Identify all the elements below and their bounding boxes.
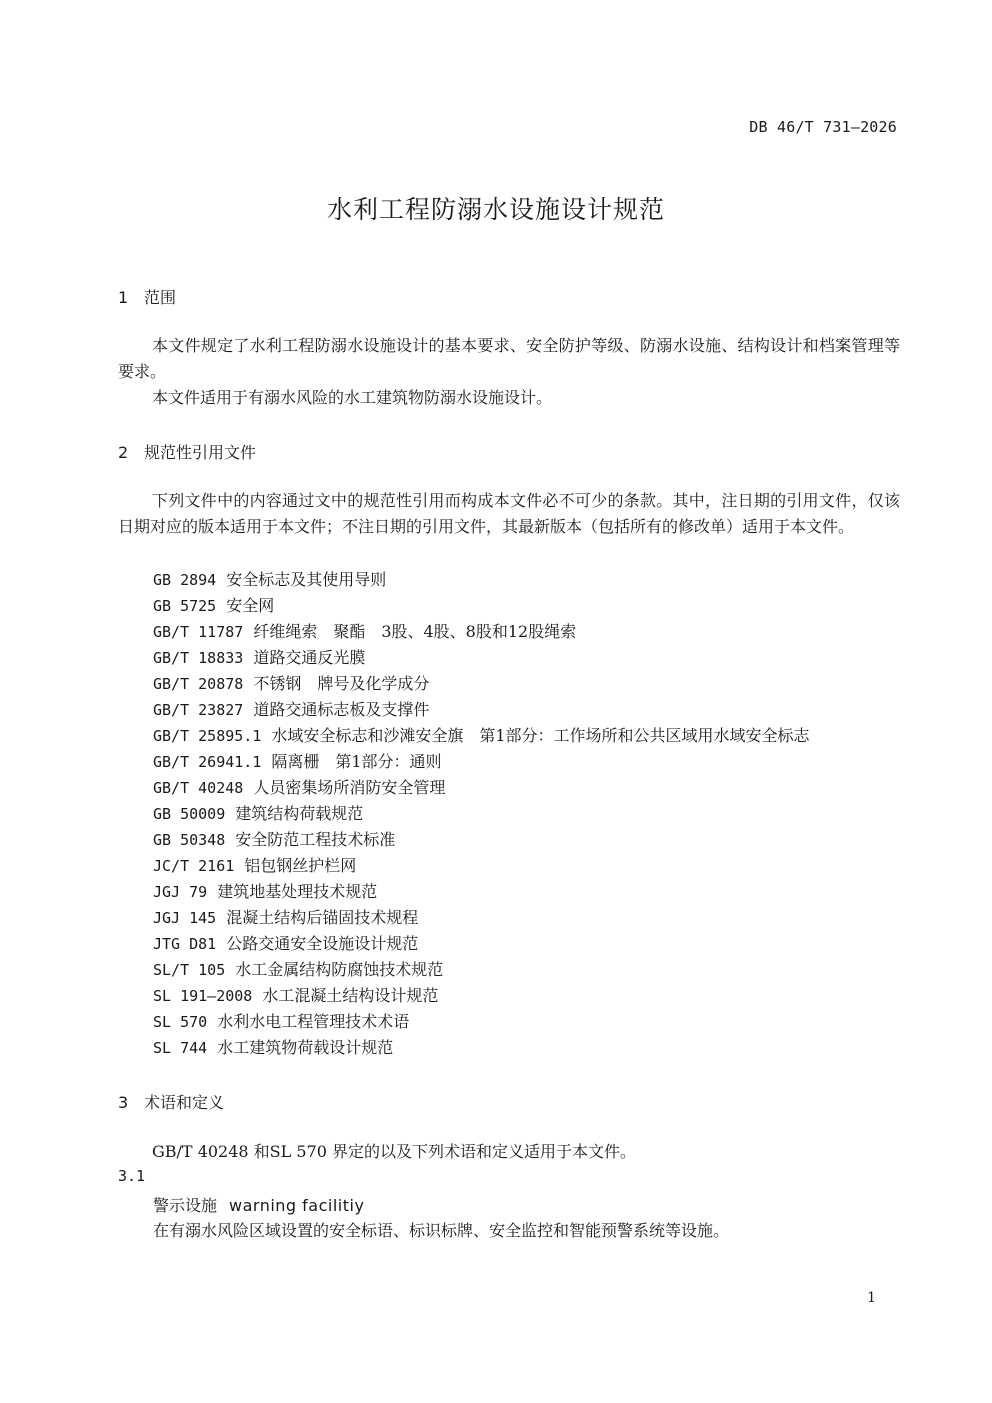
reference-name: 安全防范工程技术标准	[235, 830, 396, 849]
reference-item	[153, 879, 810, 905]
reference-name: 水利水电工程管理技术术语	[217, 1012, 410, 1031]
reference-code: GB/T 20878	[153, 675, 244, 693]
reference-code: JTG D81	[153, 935, 217, 953]
reference-name: 水工建筑物荷载设计规范	[217, 1038, 394, 1057]
reference-code: SL 191—2008	[153, 987, 253, 1005]
reference-name: 水域安全标志和沙滩安全旗 第1部分：工作场所和公共区域用水域安全标志	[271, 726, 810, 745]
terms-intro: GB/T 40248 和SL 570 界定的以及下列术语和定义适用于本文件。	[152, 1142, 636, 1161]
reference-code: GB 50348	[153, 831, 226, 849]
reference-item	[153, 723, 810, 749]
reference-code: SL/T 105	[153, 961, 226, 979]
reference-item	[153, 619, 810, 645]
reference-item	[153, 749, 810, 775]
reference-name: 安全网	[226, 596, 275, 615]
section-title: 规范性引用文件	[144, 443, 257, 462]
reference-item	[153, 697, 810, 723]
reference-name: 建筑结构荷载规范	[235, 804, 364, 823]
reference-code: GB 50009	[153, 805, 226, 823]
reference-code: GB/T 26941.1	[153, 753, 262, 771]
reference-name: 铝包钢丝护栏网	[244, 856, 357, 875]
reference-item	[153, 931, 810, 957]
reference-name: 不锈钢 牌号及化学成分	[253, 674, 430, 693]
section-heading-terms	[118, 1090, 224, 1113]
section-number: 3	[118, 1093, 129, 1112]
section-title: 范围	[144, 288, 177, 307]
reference-item	[153, 1035, 810, 1061]
reference-code: JGJ 145	[153, 909, 217, 927]
reference-item	[153, 1009, 810, 1035]
reference-name: 安全标志及其使用导则	[226, 570, 387, 589]
reference-item	[153, 775, 810, 801]
term-name-en: warning facilitiy	[229, 1196, 365, 1215]
reference-item	[153, 983, 810, 1009]
reference-name: 道路交通反光膜	[253, 648, 366, 667]
reference-item	[153, 801, 810, 827]
reference-item	[153, 827, 810, 853]
reference-name: 建筑地基处理技术规范	[217, 882, 378, 901]
term-definition: 在有溺水风险区域设置的安全标语、标识标牌、安全监控和智能预警系统等设施。	[153, 1221, 730, 1240]
reference-code: GB 5725	[153, 597, 217, 615]
reference-code: JC/T 2161	[153, 857, 235, 875]
term-number: 3.1	[118, 1167, 146, 1185]
reference-name: 人员密集场所消防安全管理	[253, 778, 446, 797]
normative-references-intro: 下列文件中的内容通过文中的规范性引用而构成本文件必不可少的条款。其中，注日期的引用文件，仅该日期对应的版本适用于本文件；不注日期的引用文件，其最新版本（包括所有的修改单）适用于本文件。	[118, 491, 900, 536]
reference-code: GB/T 18833	[153, 649, 244, 667]
reference-name: 水工混凝土结构设计规范	[262, 986, 439, 1005]
reference-item	[153, 957, 810, 983]
document-title: 水利工程防溺水设施设计规范	[326, 195, 665, 224]
reference-item	[153, 853, 810, 879]
reference-item	[153, 567, 810, 593]
term-entry	[153, 1193, 364, 1216]
document-code: DB 46/T 731—2026	[749, 118, 897, 136]
reference-name: 水工金属结构防腐蚀技术规范	[235, 960, 444, 979]
reference-name: 纤维绳索 聚酯 3股、4股、8股和12股绳索	[253, 622, 577, 641]
section-heading-scope	[118, 285, 176, 308]
reference-code: SL 744	[153, 1039, 208, 1057]
scope-paragraph-2: 本文件适用于有溺水风险的水工建筑物防溺水设施设计。	[152, 388, 553, 407]
reference-code: GB 2894	[153, 571, 217, 589]
scope-paragraph-1: 本文件规定了水利工程防溺水设施设计的基本要求、安全防护等级、防溺水设施、结构设计和档案管理等要求。	[118, 336, 900, 381]
reference-item	[153, 645, 810, 671]
reference-code: JGJ 79	[153, 883, 208, 901]
reference-item	[153, 671, 810, 697]
term-name-zh: 警示设施	[153, 1196, 218, 1215]
section-number: 2	[118, 443, 129, 462]
section-number: 1	[118, 288, 129, 307]
section-title: 术语和定义	[144, 1093, 225, 1112]
reference-item	[153, 905, 810, 931]
reference-list	[153, 567, 810, 1061]
section-heading-normative-references	[118, 440, 256, 463]
reference-code: GB/T 40248	[153, 779, 244, 797]
reference-code: GB/T 11787	[153, 623, 244, 641]
reference-item	[153, 593, 810, 619]
reference-name: 混凝土结构后锚固技术规程	[226, 908, 419, 927]
reference-name: 道路交通标志板及支撑件	[253, 700, 430, 719]
reference-code: GB/T 25895.1	[153, 727, 262, 745]
reference-name: 隔离栅 第1部分：通则	[271, 752, 442, 771]
reference-name: 公路交通安全设施设计规范	[226, 934, 419, 953]
reference-code: SL 570	[153, 1013, 208, 1031]
page-number: 1	[867, 1290, 876, 1306]
reference-code: GB/T 23827	[153, 701, 244, 719]
